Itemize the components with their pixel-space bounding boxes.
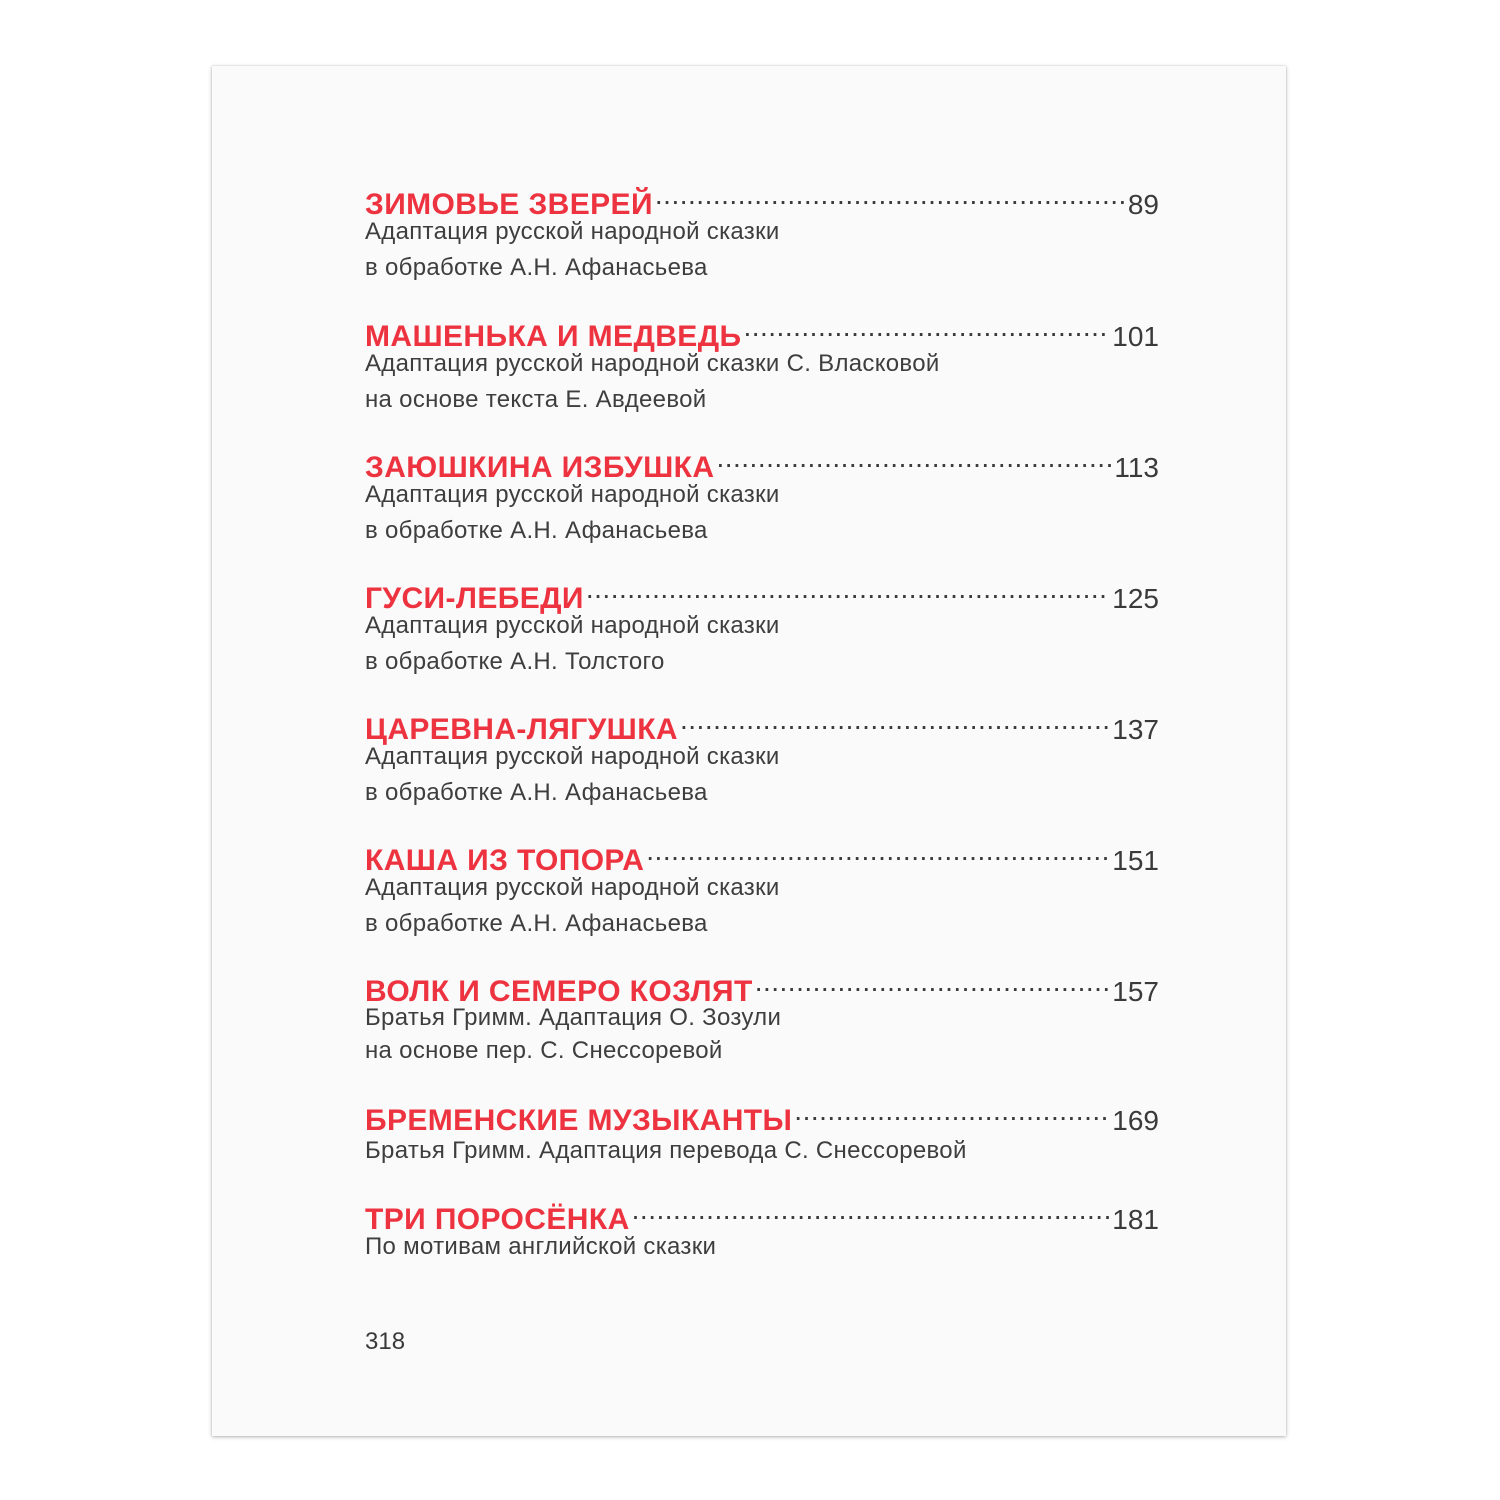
toc-entry-kasha-iz-topora [365,832,1159,942]
toc-entry-title: ЦАРЕВНА-ЛЯГУШКА [365,713,678,746]
toc-entry-subtitle: Адаптация русской народной сказки [365,743,780,770]
toc-entry-bremenskie-muzykanty [365,1092,1159,1169]
toc-title-row [365,308,1159,353]
toc-entry-subtitle: Адаптация русской народной сказки [365,612,780,639]
book-page [212,66,1286,1436]
toc-title-row [365,1092,1159,1137]
toc-entry-title: ЗИМОВЬЕ ЗВЕРЕЙ [365,188,653,221]
toc-entry-subtitle: в обработке А.Н. Афанасьева [365,517,708,544]
toc-entry-title: ТРИ ПОРОСЁНКА [365,1203,630,1236]
toc-title-row [365,963,1159,1008]
dot-leader [586,570,1110,608]
toc-entry-tri-porosenka [365,1191,1159,1265]
toc-title-row [365,176,1159,221]
toc-title-row [365,701,1159,746]
toc-entry-page: 169 [1112,1105,1159,1136]
toc-entry-subtitle: в обработке А.Н. Афанасьева [365,910,708,937]
dot-leader [632,1191,1111,1229]
toc-entry-zimovye-zverey [365,176,1159,286]
toc-entry-title: МАШЕНЬКА И МЕДВЕДЬ [365,320,742,353]
dot-leader [755,963,1111,1001]
toc-entry-subtitle: в обработке А.Н. Афанасьева [365,779,708,806]
toc-entry-subtitle: на основе текста Е. Авдеевой [365,386,707,413]
toc-entry-title: ВОЛК И СЕМЕРО КОЗЛЯТ [365,975,753,1008]
toc-entry-subtitle: Адаптация русской народной сказки [365,481,780,508]
toc-entry-subtitle: в обработке А.Н. Афанасьева [365,254,708,281]
toc-entry-zayushkina-izbushka [365,439,1159,549]
dot-leader [680,701,1110,739]
toc-entry-mashenka-i-medved [365,308,1159,418]
toc-entry-subtitle: Братья Гримм. Адаптация перевода С. Снессоревой [365,1137,967,1164]
toc-title-row [365,1191,1159,1236]
toc-entry-page: 101 [1112,321,1159,352]
toc-entry-title: БРЕМЕНСКИЕ МУЗЫКАНТЫ [365,1104,793,1137]
toc-title-row [365,439,1159,484]
toc-entry-page: 89 [1127,189,1159,220]
toc-entry-subtitle: на основе пер. С. Снессоревой [365,1037,723,1064]
page-number: 318 [365,1328,406,1355]
toc-title-row [365,832,1159,877]
toc-entry-subtitle: Братья Гримм. Адаптация О. Зозули [365,1004,782,1031]
toc-entry-subtitle: По мотивам английской сказки [365,1233,717,1260]
toc-entry-gusi-lebedi [365,570,1159,680]
toc-entry-page: 181 [1112,1204,1159,1235]
toc-entry-title: ЗАЮШКИНА ИЗБУШКА [365,451,715,484]
dot-leader [716,439,1112,477]
toc-entry-subtitle: Адаптация русской народной сказки [365,874,780,901]
toc-entry-subtitle: Адаптация русской народной сказки [365,218,780,245]
toc-entry-page: 157 [1112,976,1159,1007]
toc-entry-page: 151 [1112,845,1159,876]
dot-leader [646,832,1110,870]
dot-leader [794,1092,1110,1130]
toc-entry-title: КАША ИЗ ТОПОРА [365,844,645,877]
toc-entry-subtitle: в обработке А.Н. Толстого [365,648,665,675]
toc-entry-page: 113 [1114,452,1159,483]
toc-title-row [365,570,1159,615]
dot-leader [743,308,1110,346]
dot-leader [655,176,1126,214]
toc-entry-title: ГУСИ-ЛЕБЕДИ [365,582,584,615]
toc-entry-volk-i-semero-kozlyat [365,963,1159,1067]
toc-entry-page: 125 [1112,583,1159,614]
toc-entry-subtitle: Адаптация русской народной сказки С. Власковой [365,350,940,377]
toc-entry-page: 137 [1112,714,1159,745]
toc-entry-tsarevna-lyagushka [365,701,1159,811]
